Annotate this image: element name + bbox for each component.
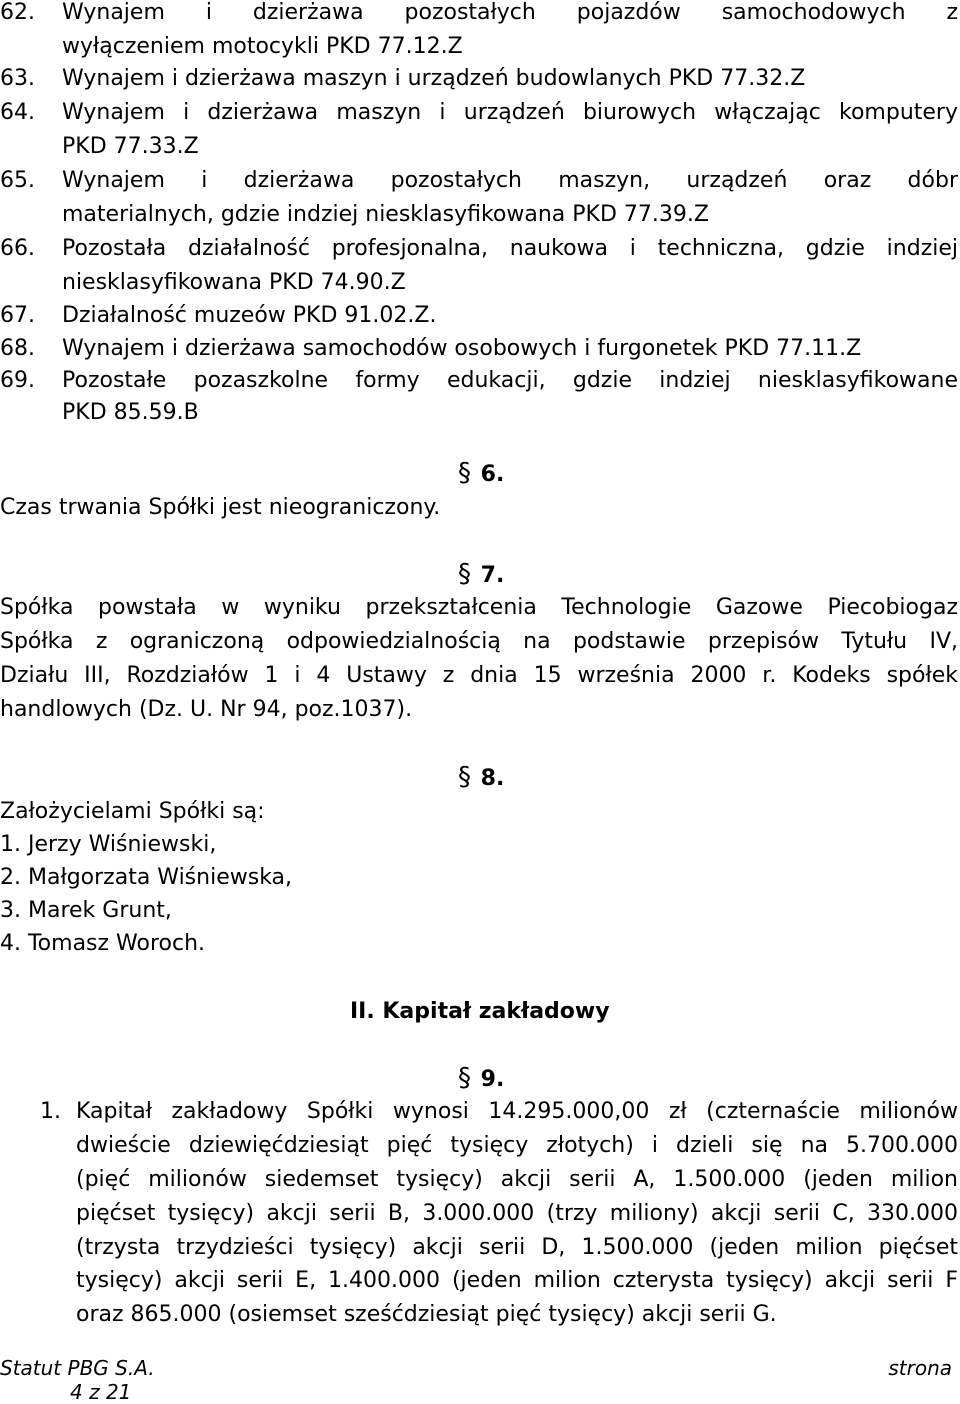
footer-page-number: 4 z 21 <box>70 1380 132 1404</box>
item-number: 69. <box>0 368 35 393</box>
paragraph-sign: § <box>458 559 471 589</box>
capital-line: (pięć milionów siedemset tysięcy) akcji serii A, 1.500.000 (jeden milion <box>76 1167 958 1192</box>
founder-item: 4. Tomasz Woroch. <box>0 931 206 956</box>
item-number: 66. <box>0 236 35 261</box>
section-7-line: Spółka z ograniczoną odpowiedzialnością na podstawie przepisów Tytułu IV, <box>0 629 958 654</box>
item-text: Działalność muzeów PKD 91.02.Z. <box>62 303 437 328</box>
chapter-title: II. Kapitał zakładowy <box>350 999 610 1024</box>
item-number: 67. <box>0 303 35 328</box>
item-text: Wynajem i dzierżawa pozostałych maszyn, urządzeń oraz dóbr <box>62 168 958 193</box>
section-number: 6. <box>480 462 505 487</box>
item-number: 1. <box>40 1099 61 1124</box>
item-text: Wynajem i dzierżawa maszyn i urządzeń budowlanych PKD 77.32.Z <box>62 66 806 91</box>
section-number: 9. <box>480 1067 505 1092</box>
section-7-line: Spółka powstała w wyniku przekształcenia Technologie Gazowe Piecobiogaz <box>0 595 958 620</box>
section-heading-7 <box>458 559 504 589</box>
footer-strona: strona <box>888 1356 952 1380</box>
capital-line: Kapitał zakładowy Spółki wynosi 14.295.000,00 zł (czternaście milionów <box>76 1099 958 1124</box>
item-text: Wynajem i dzierżawa pozostałych pojazdów samochodowych z <box>62 0 958 25</box>
item-text: Wynajem i dzierżawa maszyn i urządzeń biurowych włączając komputery <box>62 100 958 125</box>
founders-intro: Założycielami Spółki są: <box>0 799 265 824</box>
item-text: wyłączeniem motocykli PKD 77.12.Z <box>62 34 463 59</box>
paragraph-sign: § <box>458 1063 471 1093</box>
paragraph-sign: § <box>458 762 471 792</box>
item-text: niesklasyfikowana PKD 74.90.Z <box>62 270 406 295</box>
section-6-text: Czas trwania Spółki jest nieograniczony. <box>0 495 441 520</box>
section-7-line: handlowych (Dz. U. Nr 94, poz.1037). <box>0 697 413 722</box>
item-number: 65. <box>0 168 35 193</box>
section-7-line: Działu III, Rozdziałów 1 i 4 Ustawy z dnia 15 września 2000 r. Kodeks spółek <box>0 663 958 688</box>
section-heading-8 <box>458 762 504 792</box>
paragraph-sign: § <box>458 458 471 488</box>
capital-line: (trzysta trzydzieści tysięcy) akcji serii D, 1.500.000 (jeden milion pięćset <box>76 1235 958 1260</box>
item-text: PKD 85.59.B <box>62 400 199 425</box>
section-number: 7. <box>480 563 505 588</box>
item-number: 64. <box>0 100 35 125</box>
item-number: 68. <box>0 336 35 361</box>
item-number: 62. <box>0 0 35 25</box>
item-text: Pozostałe pozaszkolne formy edukacji, gdzie indziej niesklasyfikowane <box>62 368 958 393</box>
capital-line: tysięcy) akcji serii E, 1.400.000 (jeden milion czterysta tysięcy) akcji serii F <box>76 1268 958 1293</box>
founder-item: 3. Marek Grunt, <box>0 898 172 923</box>
section-heading-9 <box>458 1063 504 1093</box>
section-heading-6 <box>458 458 504 488</box>
item-text: PKD 77.33.Z <box>62 134 199 159</box>
capital-line: dwieście dziewięćdziesiąt pięć tysięcy złotych) i dzieli się na 5.700.000 <box>76 1133 958 1158</box>
founder-item: 2. Małgorzata Wiśniewska, <box>0 865 293 890</box>
capital-line: oraz 865.000 (osiemset sześćdziesiąt pięć tysięcy) akcji serii G. <box>76 1302 777 1327</box>
item-number: 63. <box>0 66 35 91</box>
founder-item: 1. Jerzy Wiśniewski, <box>0 832 217 857</box>
item-text: materialnych, gdzie indziej niesklasyfikowana PKD 77.39.Z <box>62 202 709 227</box>
footer-doc-title: Statut PBG S.A. <box>0 1356 155 1380</box>
item-text: Pozostała działalność profesjonalna, naukowa i techniczna, gdzie indziej <box>62 236 958 261</box>
capital-line: pięćset tysięcy) akcji serii B, 3.000.000 (trzy miliony) akcji serii C, 330.000 <box>76 1201 958 1226</box>
section-number: 8. <box>480 766 505 791</box>
item-text: Wynajem i dzierżawa samochodów osobowych i furgonetek PKD 77.11.Z <box>62 336 862 361</box>
